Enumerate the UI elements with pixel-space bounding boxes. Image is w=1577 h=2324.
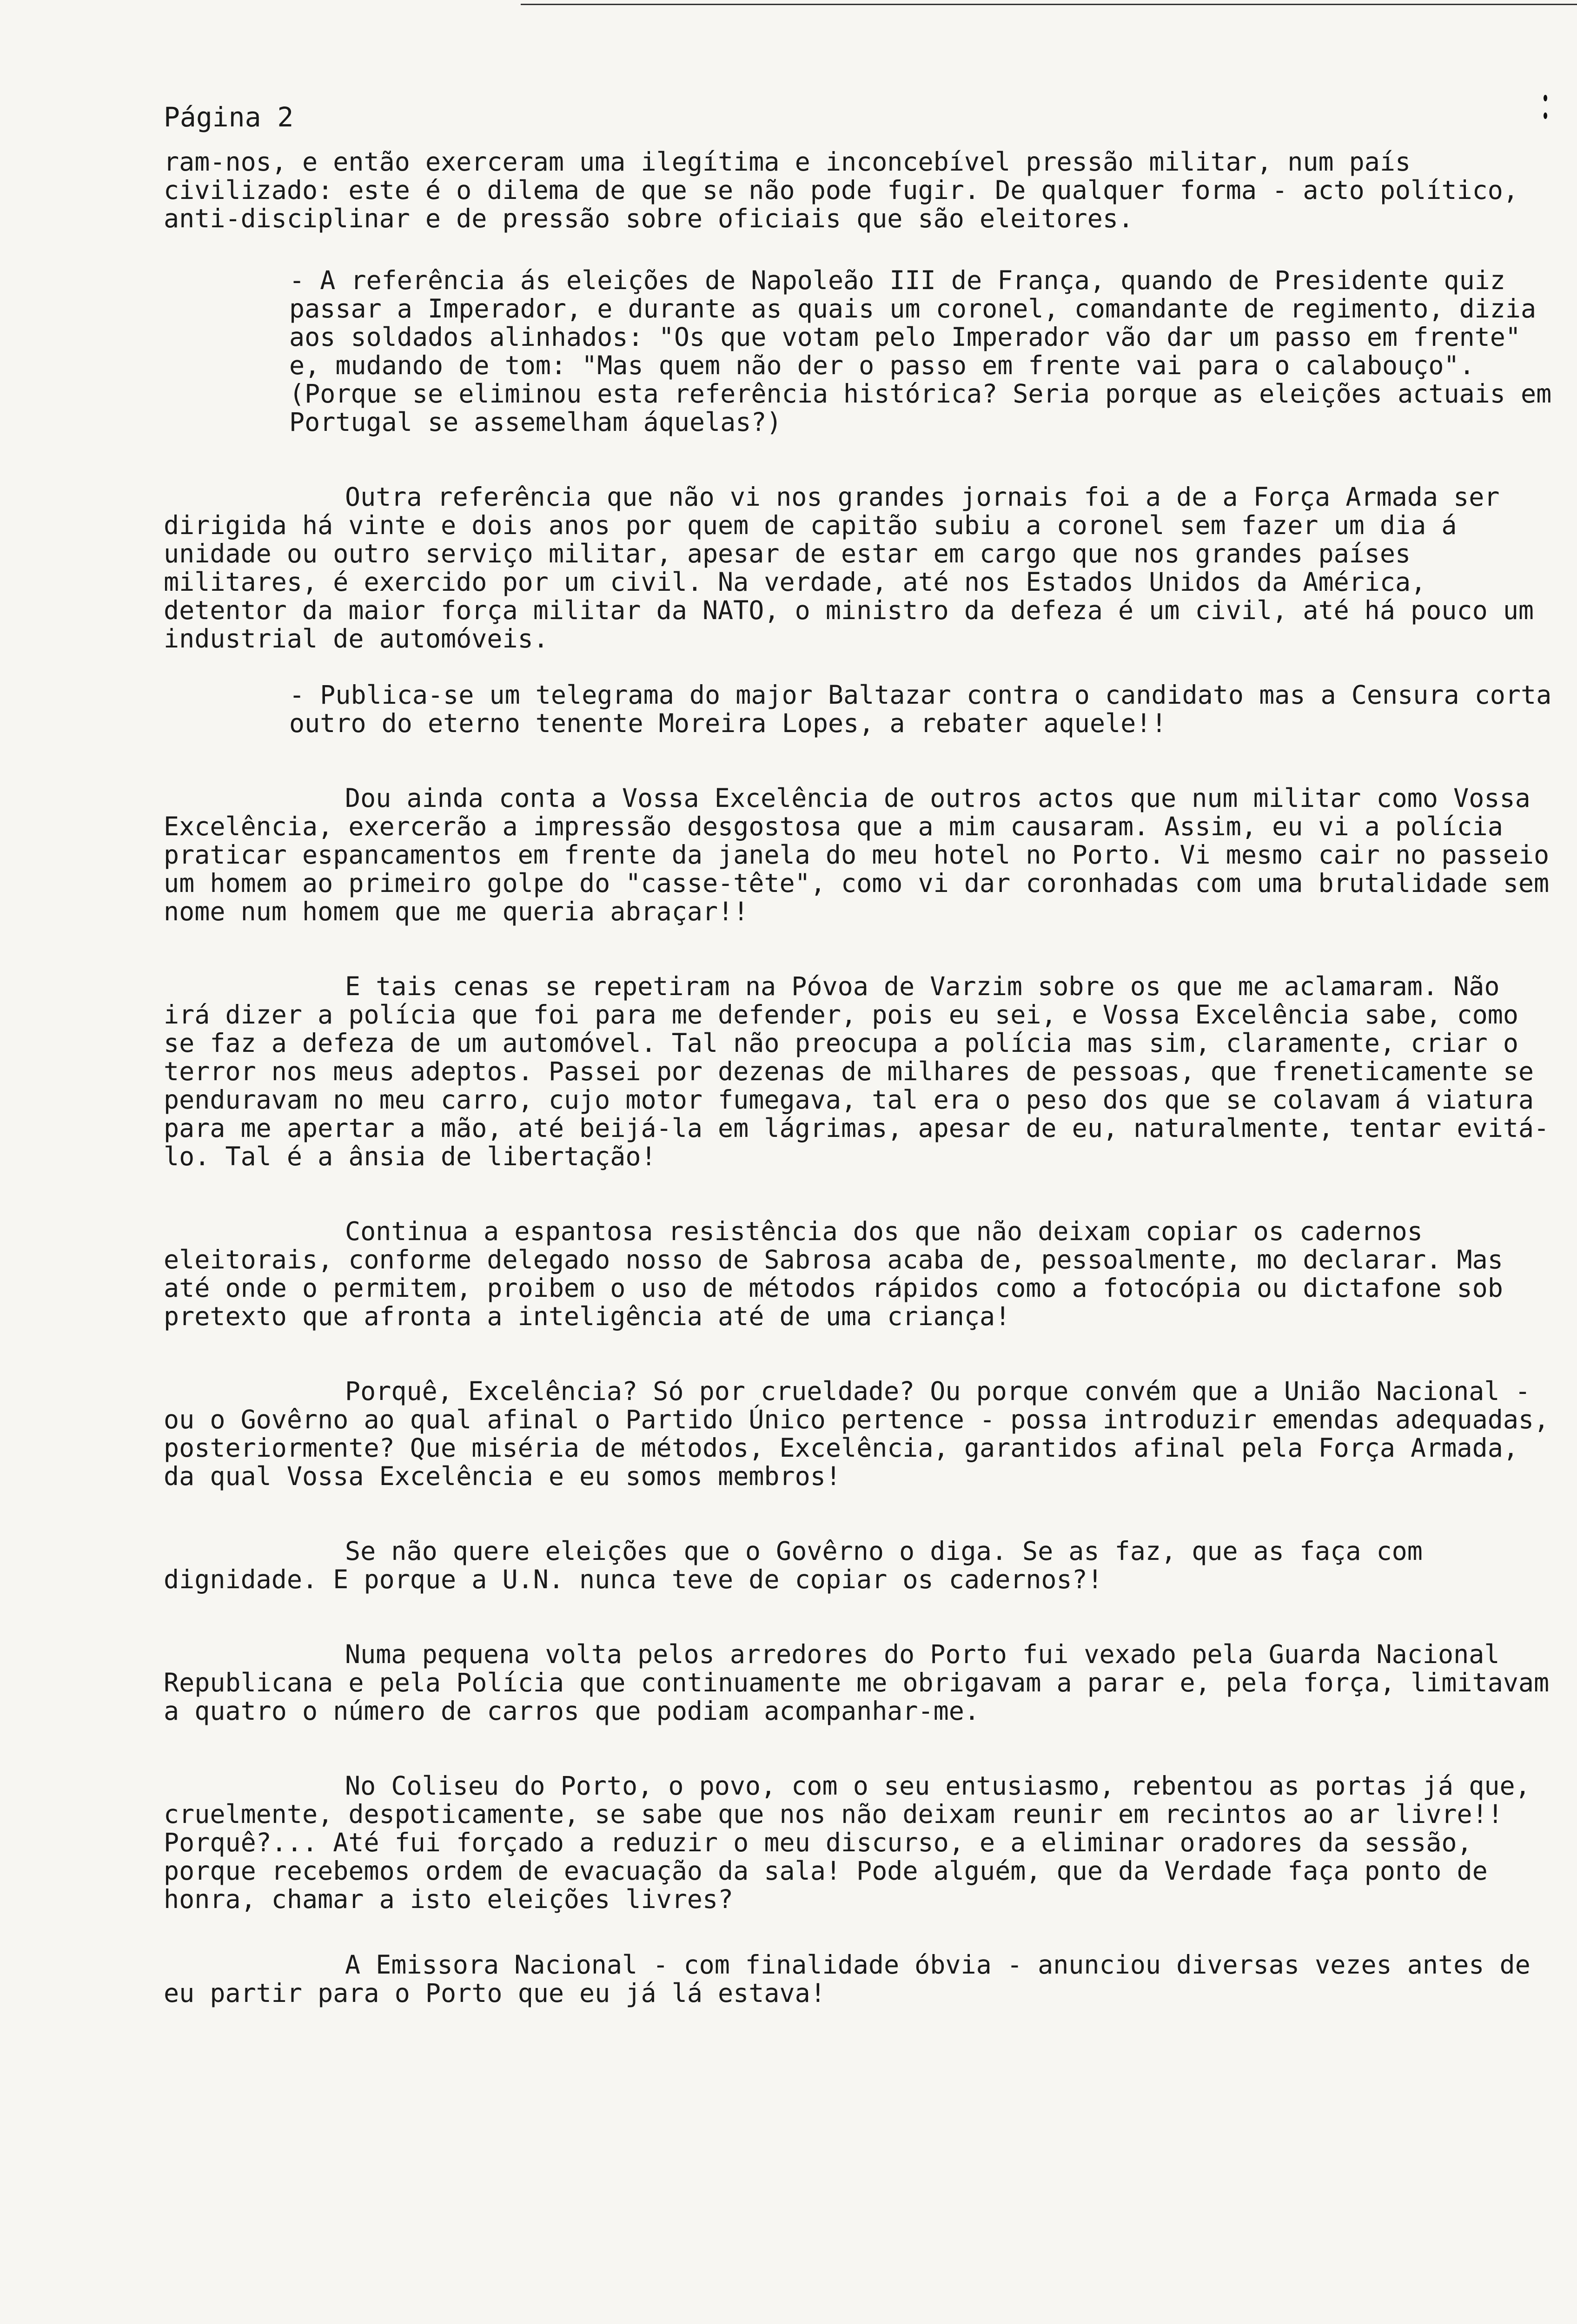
- paragraph-1: ram-nos, e então exerceram uma ilegítima e inconcebível pressão militar, num país civilizado: este é o dilema de que se não pode fugir. De qualquer forma - acto político, anti-disciplinar e de pressão sobre oficiais que são eleitores.: [164, 147, 1518, 233]
- paragraph-telegrama: - Publica-se um telegrama do major Baltazar contra o candidato mas a Censura corta outro do eterno tenente Moreira Lopes, a rebater aquele!!: [289, 680, 1552, 738]
- paragraph-policia-porto: Dou ainda conta a Vossa Excelência de outros actos que num militar como Vossa Excelência, exercerão a impressão desgostosa que a mim causaram. Assim, eu vi a polícia praticar espancamentos em frente da janela do meu hotel no Porto. Vi mesmo cair no passeio um homem ao primeiro golpe do "casse-tête", como vi dar coronhadas com uma brutalidade sem nome num homem que me queria abraçar!!: [164, 783, 1550, 926]
- page-number: Página 2: [164, 101, 294, 133]
- paragraph-coliseu: No Coliseu do Porto, o povo, com o seu entusiasmo, rebentou as portas já que, cruelmente, despoticamente, se sabe que nos não deixam reunir em recintos ao ar livre!! Porquê?... Até fui forçado a reduzir o meu discurso, e a eliminar oradores da sessão, porque recebemos ordem de evacuação da sala! Pode alguém, que da Verdade faça ponto de honra, chamar a isto eleições livres?: [164, 1771, 1531, 1914]
- paragraph-porque: Porquê, Excelência? Só por crueldade? Ou porque convém que a União Nacional - ou o Govêrno ao qual afinal o Partido Único pertence - possa introduzir emendas adequadas, posteriormente? Que miséria de métodos, Excelência, garantidos afinal pela Força Armada, da qual Vossa Excelência e eu somos membros!: [164, 1376, 1550, 1491]
- paragraph-emissora: A Emissora Nacional - com finalidade óbvia - anunciou diversas vezes antes de eu partir para o Porto que eu já lá estava!: [164, 1950, 1531, 2008]
- letter-body: [164, 148, 1558, 2054]
- paragraph-povoa-varzim: E tais cenas se repetiram na Póvoa de Varzim sobre os que me aclamaram. Não irá dizer a polícia que foi para me defender, pois eu sei, e Vossa Excelência sabe, como se faz a defeza de um automóvel. Tal não preocupa a polícia mas sim, claramente, criar o terror nos meus adeptos. Passei por dezenas de milhares de pessoas, que freneticamente se penduravam no meu carro, cujo motor fumegava, tal era o peso dos que se colavam á viatura para me apertar a mão, até beijá-la em lágrimas, apesar de eu, naturalmente, tentar evitá-lo. Tal é a ânsia de libertação!: [164, 971, 1550, 1171]
- paragraph-cadernos: Continua a espantosa resistência dos que não deixam copiar os cadernos eleitorais, conforme delegado nosso de Sabrosa acaba de, pessoalmente, mo declarar. Mas até onde o permitem, proibem o uso de métodos rápidos como a fotocópia ou dictafone sob pretexto que afronta a inteligência até de uma criança!: [164, 1216, 1503, 1331]
- paragraph-napoleon: - A referência ás eleições de Napoleão III de França, quando de Presidente quiz passar a Imperador, e durante as quais um coronel, comandante de regimento, dizia aos soldados alinhados: "Os que votam pelo Imperador vão dar um passo em frente" e, mudando de tom: "Mas quem não der o passo em frente vai para o calabouço".: [289, 265, 1537, 380]
- paragraph-arredores: Numa pequena volta pelos arredores do Porto fui vexado pela Guarda Nacional Republicana e pela Polícia que continuamente me obrigavam a parar e, pela força, limitavam a quatro o número de carros que podiam acompanhar-me.: [164, 1639, 1550, 1726]
- top-edge-rule: [521, 4, 1577, 5]
- paragraph-napoleon-question: (Porque se eliminou esta referência histórica? Seria porque as eleições actuais em Portugal se assemelham áquelas?): [289, 379, 1552, 437]
- paragraph-eleicoes: Se não quere eleições que o Govêrno o diga. Se as faz, que as faça com dignidade. E porque a U.N. nunca teve de copiar os cadernos?!: [164, 1536, 1423, 1594]
- paragraph-forca-armada: Outra referência que não vi nos grandes jornais foi a de a Força Armada ser dirigida há vinte e dois anos por quem de capitão subiu a coronel sem fazer um dia á unidade ou outro serviço militar, apesar de estar em cargo que nos grandes países militares, é exercido por um civil. Na verdade, até nos Estados Unidos da América, detentor da maior força militar da NATO, o ministro da defeza é um civil, até há pouco um industrial de automóveis.: [164, 482, 1534, 654]
